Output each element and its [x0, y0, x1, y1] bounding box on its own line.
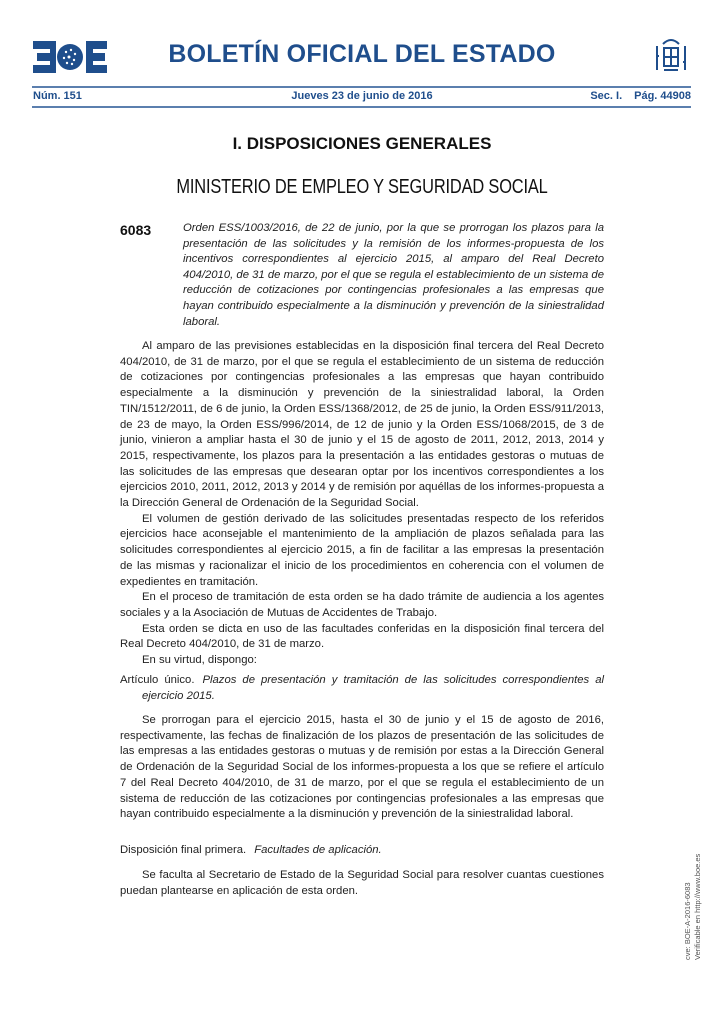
boe-logo	[33, 41, 107, 73]
ministry-title: MINISTERIO DE EMPLEO Y SEGURIDAD SOCIAL	[176, 176, 548, 198]
article-title: Plazos de presentación y tramitación de las solicitudes correspondientes al ejercicio 2015.	[142, 674, 604, 702]
preamble-paragraph: El volumen de gestión derivado de las solicitudes presentadas respecto de los referidos ejercicios hace aconsejable el mantenimiento de la ampliación de plazos señalada para las solicitudes correspondientes al ejercicio 2015, a fin de facilitar a las empresas la presentación de las mismas y racionalizar el inicio de los procedimientos en coherencia con el volumen de expedientes en tramitación.	[120, 512, 604, 588]
section-title: I. DISPOSICIONES GENERALES	[232, 134, 492, 153]
final-provision-body	[120, 868, 604, 899]
verification-note	[683, 854, 703, 960]
masthead-title: BOLETÍN OFICIAL DEL ESTADO	[168, 40, 556, 68]
article-text: Se prorrogan para el ejercicio 2015, hasta el 30 de junio y el 15 de agosto de 2016, respectivamente, las fechas de finalización de los plazos de presentación de las solicitudes de las empresas a las entidades gestoras o mutuas y de remisión por estas a la Dirección General de Ordenación de la Seguridad Social de los informes-propuesta a los que se refiere el artículo 7 del Real Decreto 404/2010, de 31 de marzo, por el que se regula el establecimiento de un sistema de reducción de las cotizaciones por contingencias profesionales a las empresas que hayan contribuido especialmente a la disminución y prevención de la siniestralidad laboral.	[120, 714, 604, 821]
header-rule-bottom	[32, 106, 691, 108]
issue-number: Núm. 151	[33, 90, 82, 102]
disposition-summary: Orden ESS/1003/2016, de 22 de junio, por la que se prorrogan los plazos para la presentación de las solicitudes y la remisión de los informes-propuesta de los incentivos correspondientes al ejercicio 2015, al amparo del Real Decreto 404/2010, de 31 de marzo, por el que se regula el establecimiento de un sistema de reducción de cotizaciones por contingencias profesionales a las empresas que hayan contribuido especialmente a la disminución y prevención de la siniestralidad laboral.	[183, 222, 604, 328]
issue-date: Jueves 23 de junio de 2016	[291, 90, 433, 102]
preamble-paragraph: Al amparo de las previsiones establecidas en la disposición final tercera del Real Decreto 404/2010, de 31 de marzo, por el que se regula el establecimiento de un sistema de reducción de cotizaciones por contingencias profesionales a las empresas que hayan contribuido especialmente a la disminución y prevención de la siniestralidad laboral, la Orden TIN/1512/2011, de 6 de junio, la Orden ESS/1368/2012, de 25 de junio, la Orden ESS/911/2013, de 23 de mayo, la Orden ESS/996/2014, de 12 de junio y la Orden ESS/1068/2015, de 3 de junio, vinieron a ampliar hasta el 30 de junio y el 15 de agosto de 2011, 2012, 2013, 2014 y 2015, respectivamente, los plazos para la presentación a las entidades gestoras o mutuas de las solicitudes de las empresas que desearan optar por los incentivos correspondientes a los ejercicios 2010, 2011, 2012, 2013 y 2014 y de remisión por aquéllas de los informes-propuesta a la Dirección General de Ordenación de la Seguridad Social.	[120, 340, 604, 510]
final-provision-text: Se faculta al Secretario de Estado de la Seguridad Social para resolver cuantas cuestiones puedan plantearse en aplicación de esta orden.	[120, 869, 604, 897]
section-page	[590, 90, 691, 102]
page-number: Pág. 44908	[634, 90, 691, 102]
coat-of-arms-icon	[653, 36, 689, 76]
disposition-number: 6083	[120, 222, 152, 238]
article-heading	[120, 673, 604, 704]
article-label: Artículo único.	[120, 674, 195, 686]
final-provision-heading	[120, 844, 382, 856]
section-label: Sec. I.	[590, 90, 623, 102]
preamble	[120, 339, 604, 669]
article-body	[120, 713, 604, 823]
header-rule-top	[32, 86, 691, 88]
final-provision-title: Facultades de aplicación.	[254, 844, 382, 856]
cve-code: cve: BOE-A-2016-6083	[683, 882, 692, 960]
preamble-paragraph: Esta orden se dicta en uso de las facultades conferidas en la disposición final tercera del Real Decreto 404/2010, de 31 de marzo.	[120, 622, 604, 651]
verification-url[interactable]: Verificable en http://www.boe.es	[693, 853, 702, 960]
preamble-paragraph: En su virtud, dispongo:	[142, 654, 257, 667]
final-provision-label: Disposición final primera.	[120, 844, 247, 856]
preamble-paragraph: En el proceso de tramitación de esta orden se ha dado trámite de audiencia a los agentes sociales y a la Asociación de Mutuas de Accidentes de Trabajo.	[120, 591, 604, 619]
